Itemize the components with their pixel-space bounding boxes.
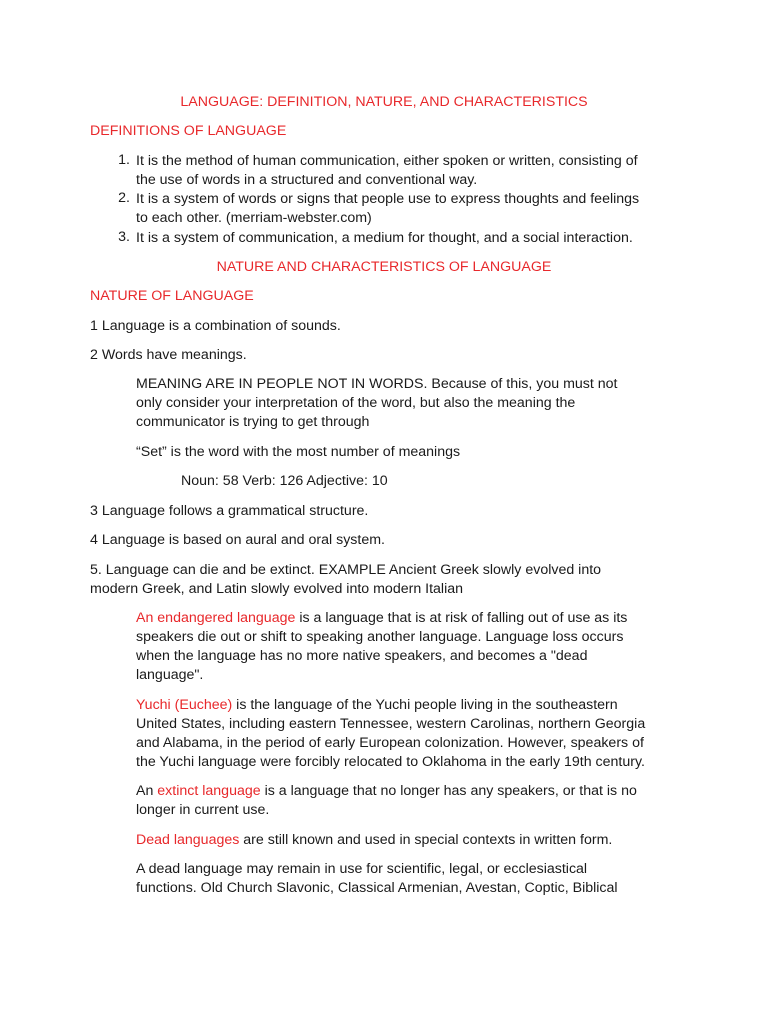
list-item-line: the use of words in a structured and conventional way.: [136, 172, 478, 188]
paragraph-line: Yuchi (Euchee) is the language of the Yuchi people living in the southeastern: [136, 697, 618, 713]
paragraph-line: MEANING ARE IN PEOPLE NOT IN WORDS. Because of this, you must not: [136, 376, 618, 392]
paragraph-line: the Yuchi language were forcibly relocated to Oklahoma in the early 19th century.: [136, 754, 645, 770]
nature-characteristics-heading: NATURE AND CHARACTERISTICS OF LANGUAGE: [216, 259, 552, 275]
paragraph-line: An extinct language is a language that no longer has any speakers, or that is no: [136, 783, 637, 799]
paragraph-line: language".: [136, 667, 204, 683]
paragraph-line: communicator is trying to get through: [136, 414, 370, 430]
paragraph-line: speakers die out or shift to speaking another language. Language loss occurs: [136, 629, 624, 645]
list-item-line: to each other. (merriam-webster.com): [136, 210, 372, 226]
paragraph-line: longer in current use.: [136, 802, 270, 818]
nature-heading: NATURE OF LANGUAGE: [90, 288, 254, 304]
document-title: LANGUAGE: DEFINITION, NATURE, AND CHARACTERISTICS: [180, 94, 588, 110]
list-number: 3.: [118, 229, 130, 245]
paragraph-line: 5. Language can die and be extinct. EXAMPLE Ancient Greek slowly evolved into: [90, 562, 602, 578]
list-item-line: It is a system of communication, a medium for thought, and a social interaction.: [136, 230, 633, 246]
highlight-term: An endangered language: [136, 610, 296, 626]
highlight-term: extinct language: [157, 783, 261, 799]
list-item-line: It is the method of human communication, either spoken or written, consisting of: [136, 153, 638, 169]
paragraph-line: An endangered language is a language that is at risk of falling out of use as its: [136, 610, 628, 626]
definitions-heading: DEFINITIONS OF LANGUAGE: [90, 123, 287, 139]
highlight-term: Dead languages: [136, 832, 240, 848]
paragraph-line: when the language has no more native speakers, and becomes a "dead: [136, 648, 588, 664]
list-number: 2.: [118, 190, 130, 206]
paragraph: 2 Words have meanings.: [90, 347, 247, 363]
paragraph-line: and Alabama, in the period of early European colonization. However, speakers of: [136, 735, 644, 751]
highlight-term: Yuchi (Euchee): [136, 697, 233, 713]
paragraph-line: only consider your interpretation of the word, but also the meaning the: [136, 395, 576, 411]
list-number: 1.: [118, 152, 130, 168]
paragraph: 4 Language is based on aural and oral system.: [90, 532, 385, 548]
list-item-line: It is a system of words or signs that people use to express thoughts and feelings: [136, 191, 640, 207]
paragraph: “Set” is the word with the most number of meanings: [136, 444, 461, 460]
paragraph-line: Dead languages are still known and used in special contexts in written form.: [136, 832, 613, 848]
paragraph-line: modern Greek, and Latin slowly evolved into modern Italian: [90, 581, 464, 597]
paragraph: Noun: 58 Verb: 126 Adjective: 10: [181, 473, 388, 489]
paragraph: 3 Language follows a grammatical structure.: [90, 503, 369, 519]
paragraph: 1 Language is a combination of sounds.: [90, 318, 341, 334]
paragraph-line: functions. Old Church Slavonic, Classical Armenian, Avestan, Coptic, Biblical: [136, 880, 618, 896]
paragraph-line: United States, including eastern Tennessee, western Carolinas, northern Georgia: [136, 716, 646, 732]
paragraph-line: A dead language may remain in use for scientific, legal, or ecclesiastical: [136, 861, 588, 877]
